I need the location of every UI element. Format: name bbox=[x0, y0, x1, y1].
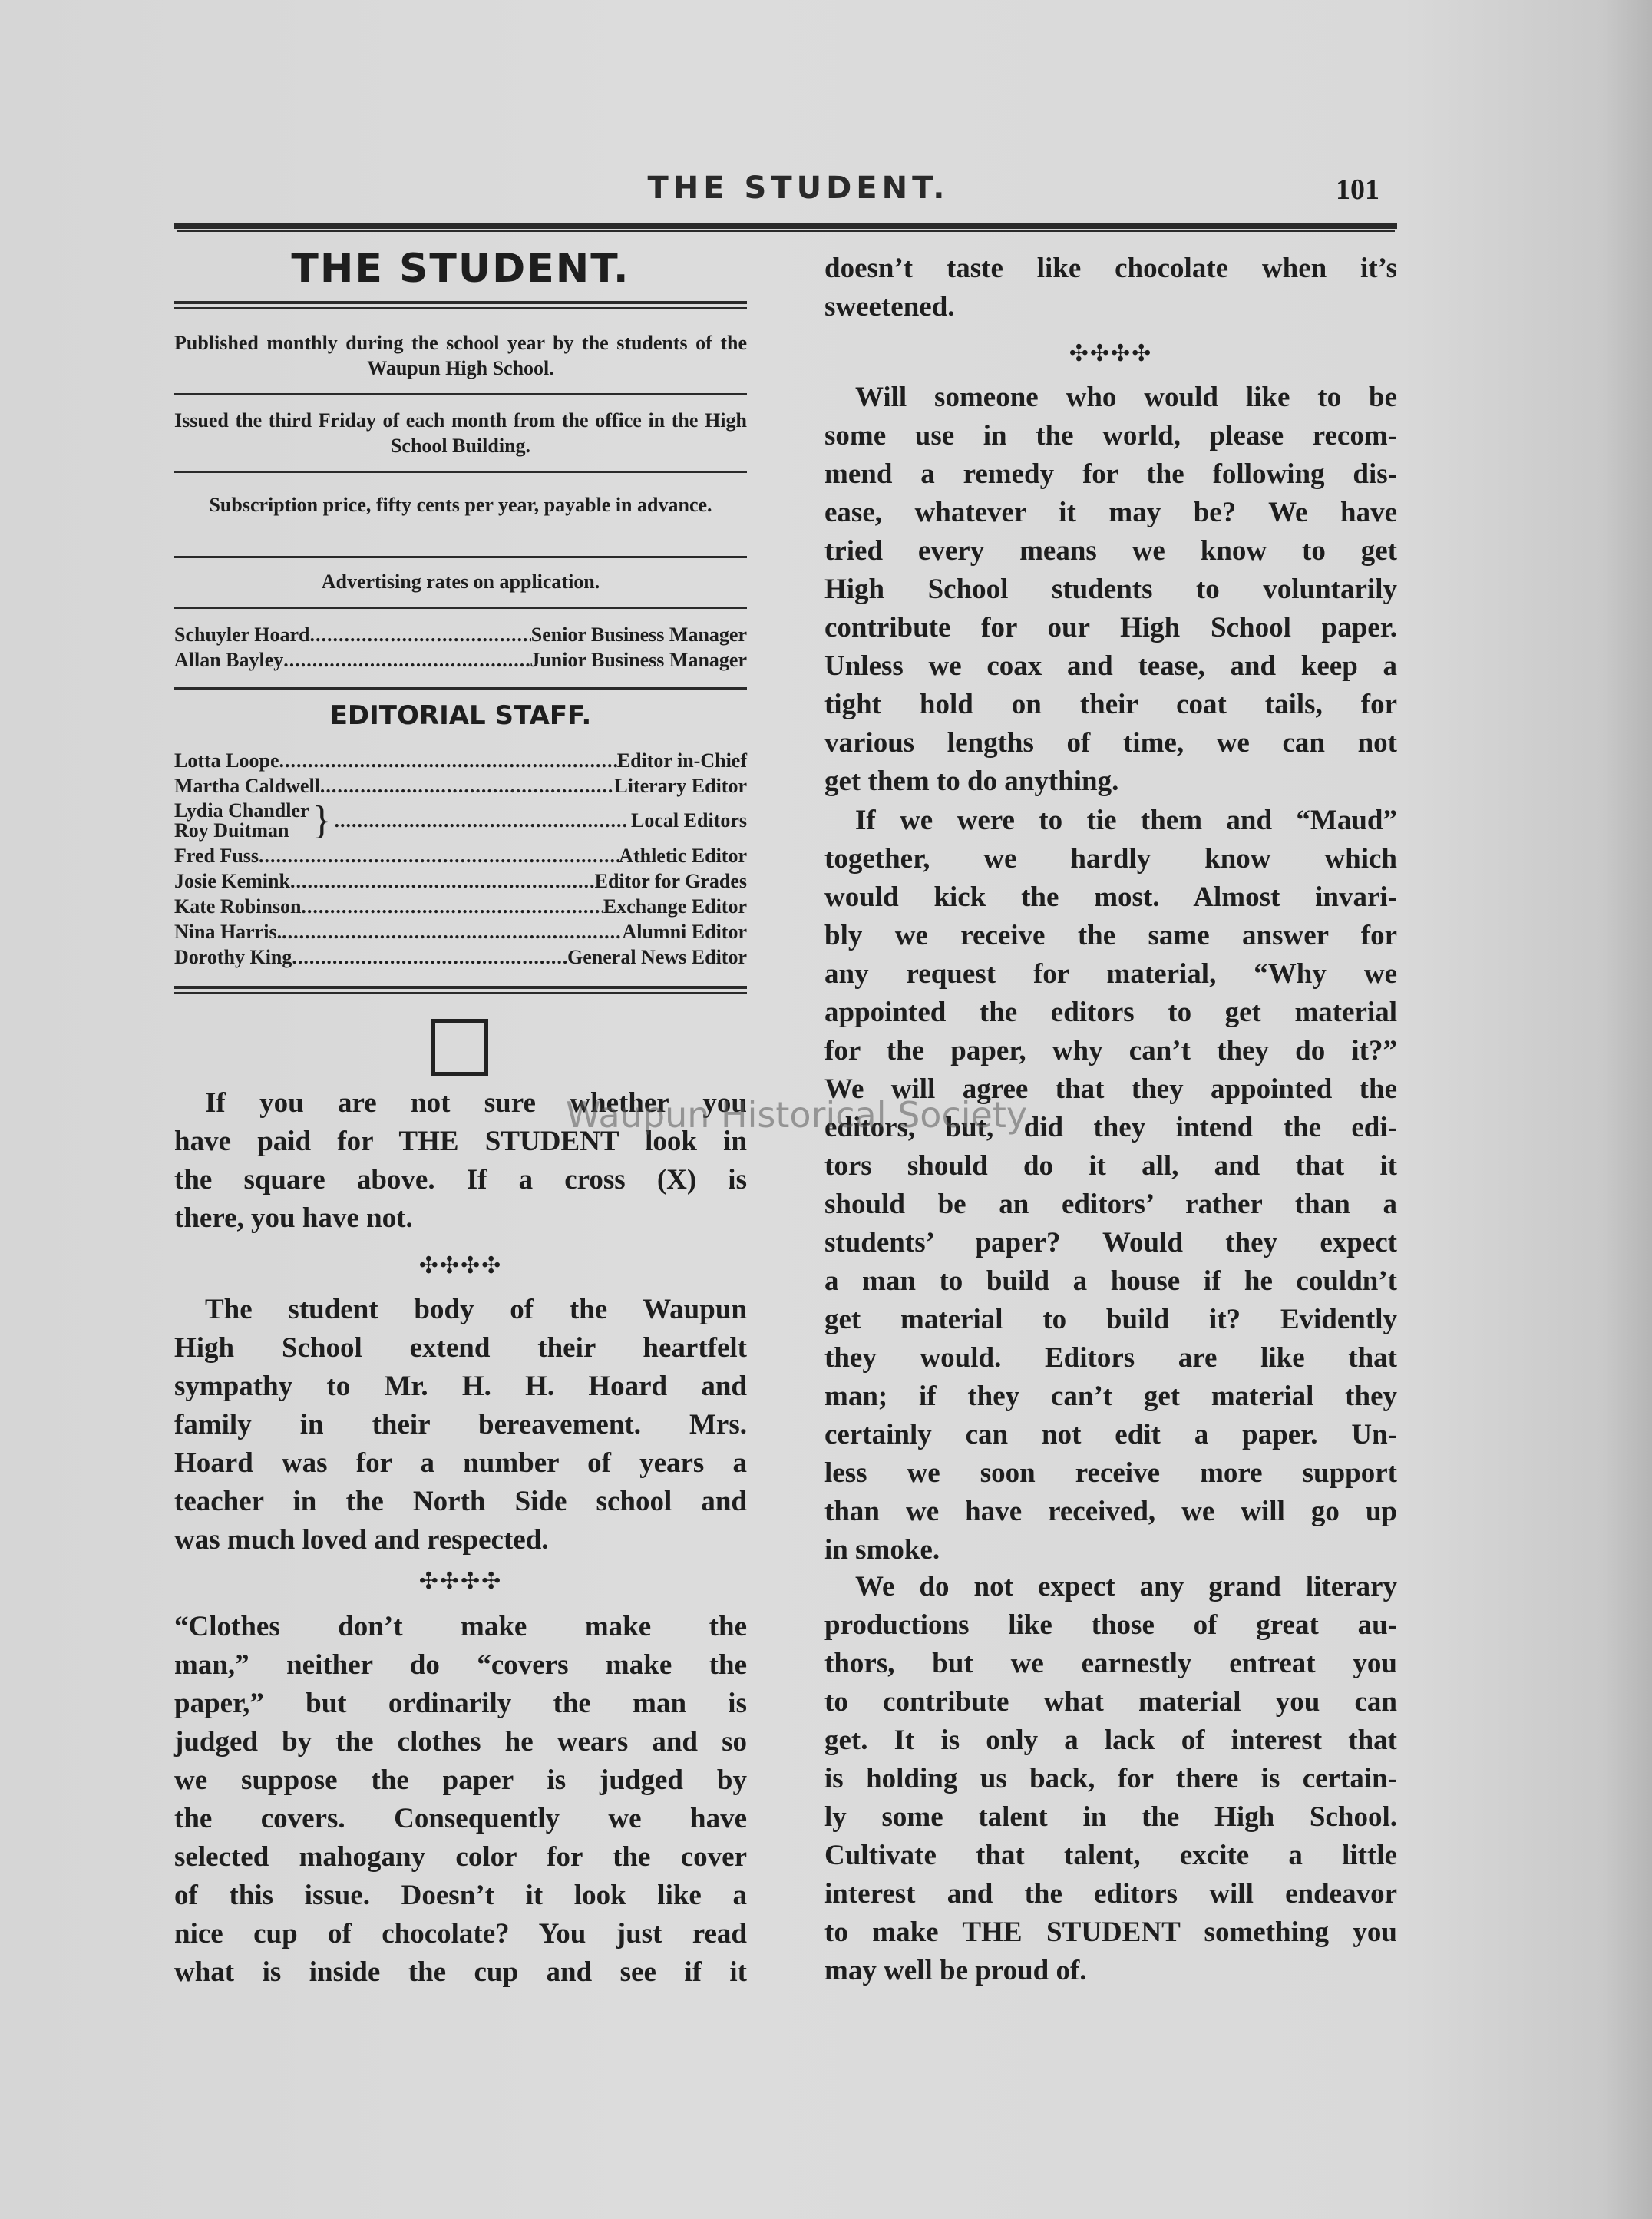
staff-role: Literary Editor bbox=[614, 775, 747, 797]
text-line: have paid for THE STUDENT look in bbox=[174, 1126, 747, 1157]
staff-name: Lotta Loope bbox=[174, 749, 279, 772]
double-rule bbox=[174, 301, 747, 309]
text-line: a man to build a house if he couldn’t bbox=[824, 1265, 1397, 1297]
section-ornament: ✣✣✣✣ bbox=[418, 1252, 503, 1279]
text-line: Cultivate that talent, excite a little bbox=[824, 1840, 1397, 1871]
staff-row bbox=[174, 894, 747, 919]
text-line: teacher in the North Side school and bbox=[174, 1486, 747, 1517]
text-line: various lengths of time, we can not bbox=[824, 727, 1397, 759]
staff-row-local-editors bbox=[174, 801, 747, 841]
brace: } bbox=[312, 799, 332, 842]
paragraph bbox=[824, 250, 1397, 326]
text-line: students’ paper? Would they expect bbox=[824, 1227, 1397, 1258]
text-line: High School students to voluntarily bbox=[824, 574, 1397, 605]
section-ornament: ✣✣✣✣ bbox=[1069, 340, 1153, 367]
text-line: selected mahogany color for the cover bbox=[174, 1841, 747, 1873]
text-line: Hoard was for a number of years a bbox=[174, 1447, 747, 1479]
text-line: than we have received, we will go up bbox=[824, 1496, 1397, 1527]
text-line: appointed the editors to get material bbox=[824, 997, 1397, 1028]
dot-leader bbox=[283, 647, 530, 673]
text-line: nice cup of chocolate? You just read bbox=[174, 1918, 747, 1949]
staff-role: Athletic Editor bbox=[619, 845, 747, 867]
staff-name: Kate Robinson bbox=[174, 895, 302, 918]
text-line: mend a remedy for the following dis- bbox=[824, 458, 1397, 490]
text-line: ly some talent in the High School. bbox=[824, 1801, 1397, 1833]
text-line: “Clothes don’t make make the bbox=[174, 1611, 747, 1642]
rule bbox=[174, 556, 747, 558]
dot-leader bbox=[279, 748, 617, 773]
text-line: tried every means we know to get bbox=[824, 535, 1397, 567]
text-line: to make THE STUDENT something you bbox=[824, 1916, 1397, 1948]
text-line: less we soon receive more support bbox=[824, 1457, 1397, 1489]
text-line: the square above. If a cross (X) is bbox=[174, 1164, 747, 1195]
dot-leader bbox=[282, 919, 622, 944]
text-line: may well be proud of. bbox=[824, 1955, 1087, 1986]
double-rule bbox=[174, 986, 747, 994]
manager-row bbox=[174, 647, 747, 673]
text-line: of this issue. Doesn’t it look like a bbox=[174, 1880, 747, 1911]
rule bbox=[174, 393, 747, 395]
text-line: The student body of the Waupun bbox=[205, 1294, 747, 1325]
notice-subscription: Subscription price, fifty cents per year, payable in advance. bbox=[209, 494, 712, 516]
text-line: If we were to tie them and “Maud” bbox=[855, 805, 1397, 836]
text-line: sympathy to Mr. H. H. Hoard and bbox=[174, 1371, 747, 1402]
dot-leader bbox=[320, 773, 615, 799]
text-line: was much loved and respected. bbox=[174, 1524, 549, 1556]
staff-row bbox=[174, 843, 747, 868]
staff-row bbox=[174, 868, 747, 894]
text-line: get material to build it? Evidently bbox=[824, 1304, 1397, 1335]
managers-list bbox=[174, 622, 747, 673]
manager-role: Junior Business Manager bbox=[530, 649, 747, 671]
staff-row bbox=[174, 773, 747, 799]
text-line: paper,” but ordinarily the man is bbox=[174, 1688, 747, 1719]
text-line: should be an editors’ rather than a bbox=[824, 1189, 1397, 1220]
staff-name: Roy Duitman bbox=[174, 819, 289, 842]
paragraph bbox=[174, 1608, 747, 1992]
text-line: is holding us back, for there is certain- bbox=[824, 1763, 1397, 1794]
manager-name: Schuyler Hoard bbox=[174, 623, 310, 646]
text-line: together, we hardly know which bbox=[824, 843, 1397, 875]
text-line: any request for material, “Why we bbox=[824, 958, 1397, 990]
staff-name: Josie Kemink bbox=[174, 870, 290, 892]
staff-row bbox=[174, 919, 747, 944]
rule bbox=[174, 687, 747, 690]
text-line: in smoke. bbox=[824, 1534, 940, 1566]
text-line: tors should do it all, and that it bbox=[824, 1150, 1397, 1182]
staff-role: Editor for Grades bbox=[594, 870, 747, 892]
masthead-title: THE STUDENT. bbox=[291, 246, 630, 292]
text-line: productions like those of great au- bbox=[824, 1609, 1397, 1641]
text-line: Will someone who would like to be bbox=[855, 382, 1397, 413]
text-line: some use in the world, please recom- bbox=[824, 420, 1397, 451]
paragraph bbox=[824, 379, 1397, 801]
text-line: We will agree that they appointed the bbox=[824, 1073, 1397, 1105]
staff-list bbox=[174, 748, 747, 970]
staff-name: Lydia Chandler bbox=[174, 799, 309, 822]
staff-row bbox=[174, 748, 747, 773]
staff-role: Exchange Editor bbox=[603, 895, 747, 918]
staff-name: Dorothy King bbox=[174, 946, 292, 968]
text-line: ease, whatever it may be? We have bbox=[824, 497, 1397, 528]
text-line: get. It is only a lack of interest that bbox=[824, 1725, 1397, 1756]
staff-row bbox=[174, 944, 747, 970]
text-line: tight hold on their coat tails, for bbox=[824, 689, 1397, 720]
text-line: they would. Editors are like that bbox=[824, 1342, 1397, 1374]
text-line: for the paper, why can’t they do it?” bbox=[824, 1035, 1397, 1067]
page-number: 101 bbox=[1336, 174, 1379, 206]
dot-leader bbox=[335, 811, 627, 831]
text-line: thors, but we earnestly entreat you bbox=[824, 1648, 1397, 1679]
text-line: bly we receive the same answer for bbox=[824, 920, 1397, 951]
dot-leader bbox=[259, 843, 619, 868]
text-line: certainly can not edit a paper. Un- bbox=[824, 1419, 1397, 1450]
manager-row bbox=[174, 622, 747, 647]
notice-issued: Issued the third Friday of each month from the office in the High School Building. bbox=[174, 409, 747, 457]
local-editor-names bbox=[174, 801, 309, 841]
staff-role: Local Editors bbox=[631, 809, 747, 832]
text-line: interest and the editors will endeavor bbox=[824, 1878, 1397, 1910]
rule bbox=[174, 471, 747, 473]
text-line: there, you have not. bbox=[174, 1202, 413, 1234]
text-line: man,” neither do “covers make the bbox=[174, 1649, 747, 1681]
rule bbox=[174, 607, 747, 609]
notice-advertising: Advertising rates on application. bbox=[321, 570, 600, 593]
paragraph bbox=[174, 1291, 747, 1559]
manager-role: Senior Business Manager bbox=[530, 623, 747, 646]
section-ornament: ✣✣✣✣ bbox=[418, 1568, 503, 1595]
text-line: man; if they can’t get material they bbox=[824, 1381, 1397, 1412]
text-line: judged by the clothes he wears and so bbox=[174, 1726, 747, 1758]
manager-name: Allan Bayley bbox=[174, 649, 284, 671]
staff-role: Editor in-Chief bbox=[616, 749, 747, 772]
text-line: contribute for our High School paper. bbox=[824, 612, 1397, 643]
running-head-title: THE STUDENT. bbox=[647, 170, 950, 206]
dot-leader bbox=[292, 944, 567, 970]
dot-leader bbox=[309, 622, 530, 647]
text-line: If you are not sure whether you bbox=[205, 1087, 747, 1119]
text-line: we suppose the paper is judged by bbox=[174, 1764, 747, 1796]
notice-published: Published monthly during the school year by the students of the Waupun High School. bbox=[174, 332, 747, 379]
paragraph bbox=[824, 802, 1397, 1569]
staff-role: Alumni Editor bbox=[622, 921, 747, 943]
text-line: Unless we coax and tease, and keep a bbox=[824, 650, 1397, 682]
text-line: get them to do anything. bbox=[824, 766, 1119, 797]
editorial-staff-heading: EDITORIAL STAFF. bbox=[329, 700, 592, 731]
text-line: sweetened. bbox=[824, 291, 955, 322]
dot-leader bbox=[290, 868, 595, 894]
text-line: the covers. Consequently we have bbox=[174, 1803, 747, 1834]
header-rule bbox=[174, 223, 1397, 229]
paragraph bbox=[824, 1568, 1397, 1990]
staff-name: Nina Harris. bbox=[174, 921, 282, 943]
watermark: Waupun Historical Society bbox=[566, 1094, 1028, 1136]
staff-name: Martha Caldwell bbox=[174, 775, 320, 797]
text-line: High School extend their heartfelt bbox=[174, 1332, 747, 1364]
staff-name: Fred Fuss bbox=[174, 845, 259, 867]
text-line: would kick the most. Almost invari- bbox=[824, 881, 1397, 913]
staff-role: General News Editor bbox=[567, 946, 747, 968]
text-line: We do not expect any grand literary bbox=[855, 1571, 1397, 1602]
text-line: to contribute what material you can bbox=[824, 1686, 1397, 1718]
text-line: doesn’t taste like chocolate when it’s bbox=[824, 253, 1397, 284]
text-line: what is inside the cup and see if it bbox=[174, 1956, 747, 1988]
subscription-check-square bbox=[431, 1019, 488, 1076]
text-line: family in their bereavement. Mrs. bbox=[174, 1409, 747, 1440]
text-line: editors, but, did they intend the edi- bbox=[824, 1112, 1397, 1143]
dot-leader bbox=[301, 894, 603, 919]
